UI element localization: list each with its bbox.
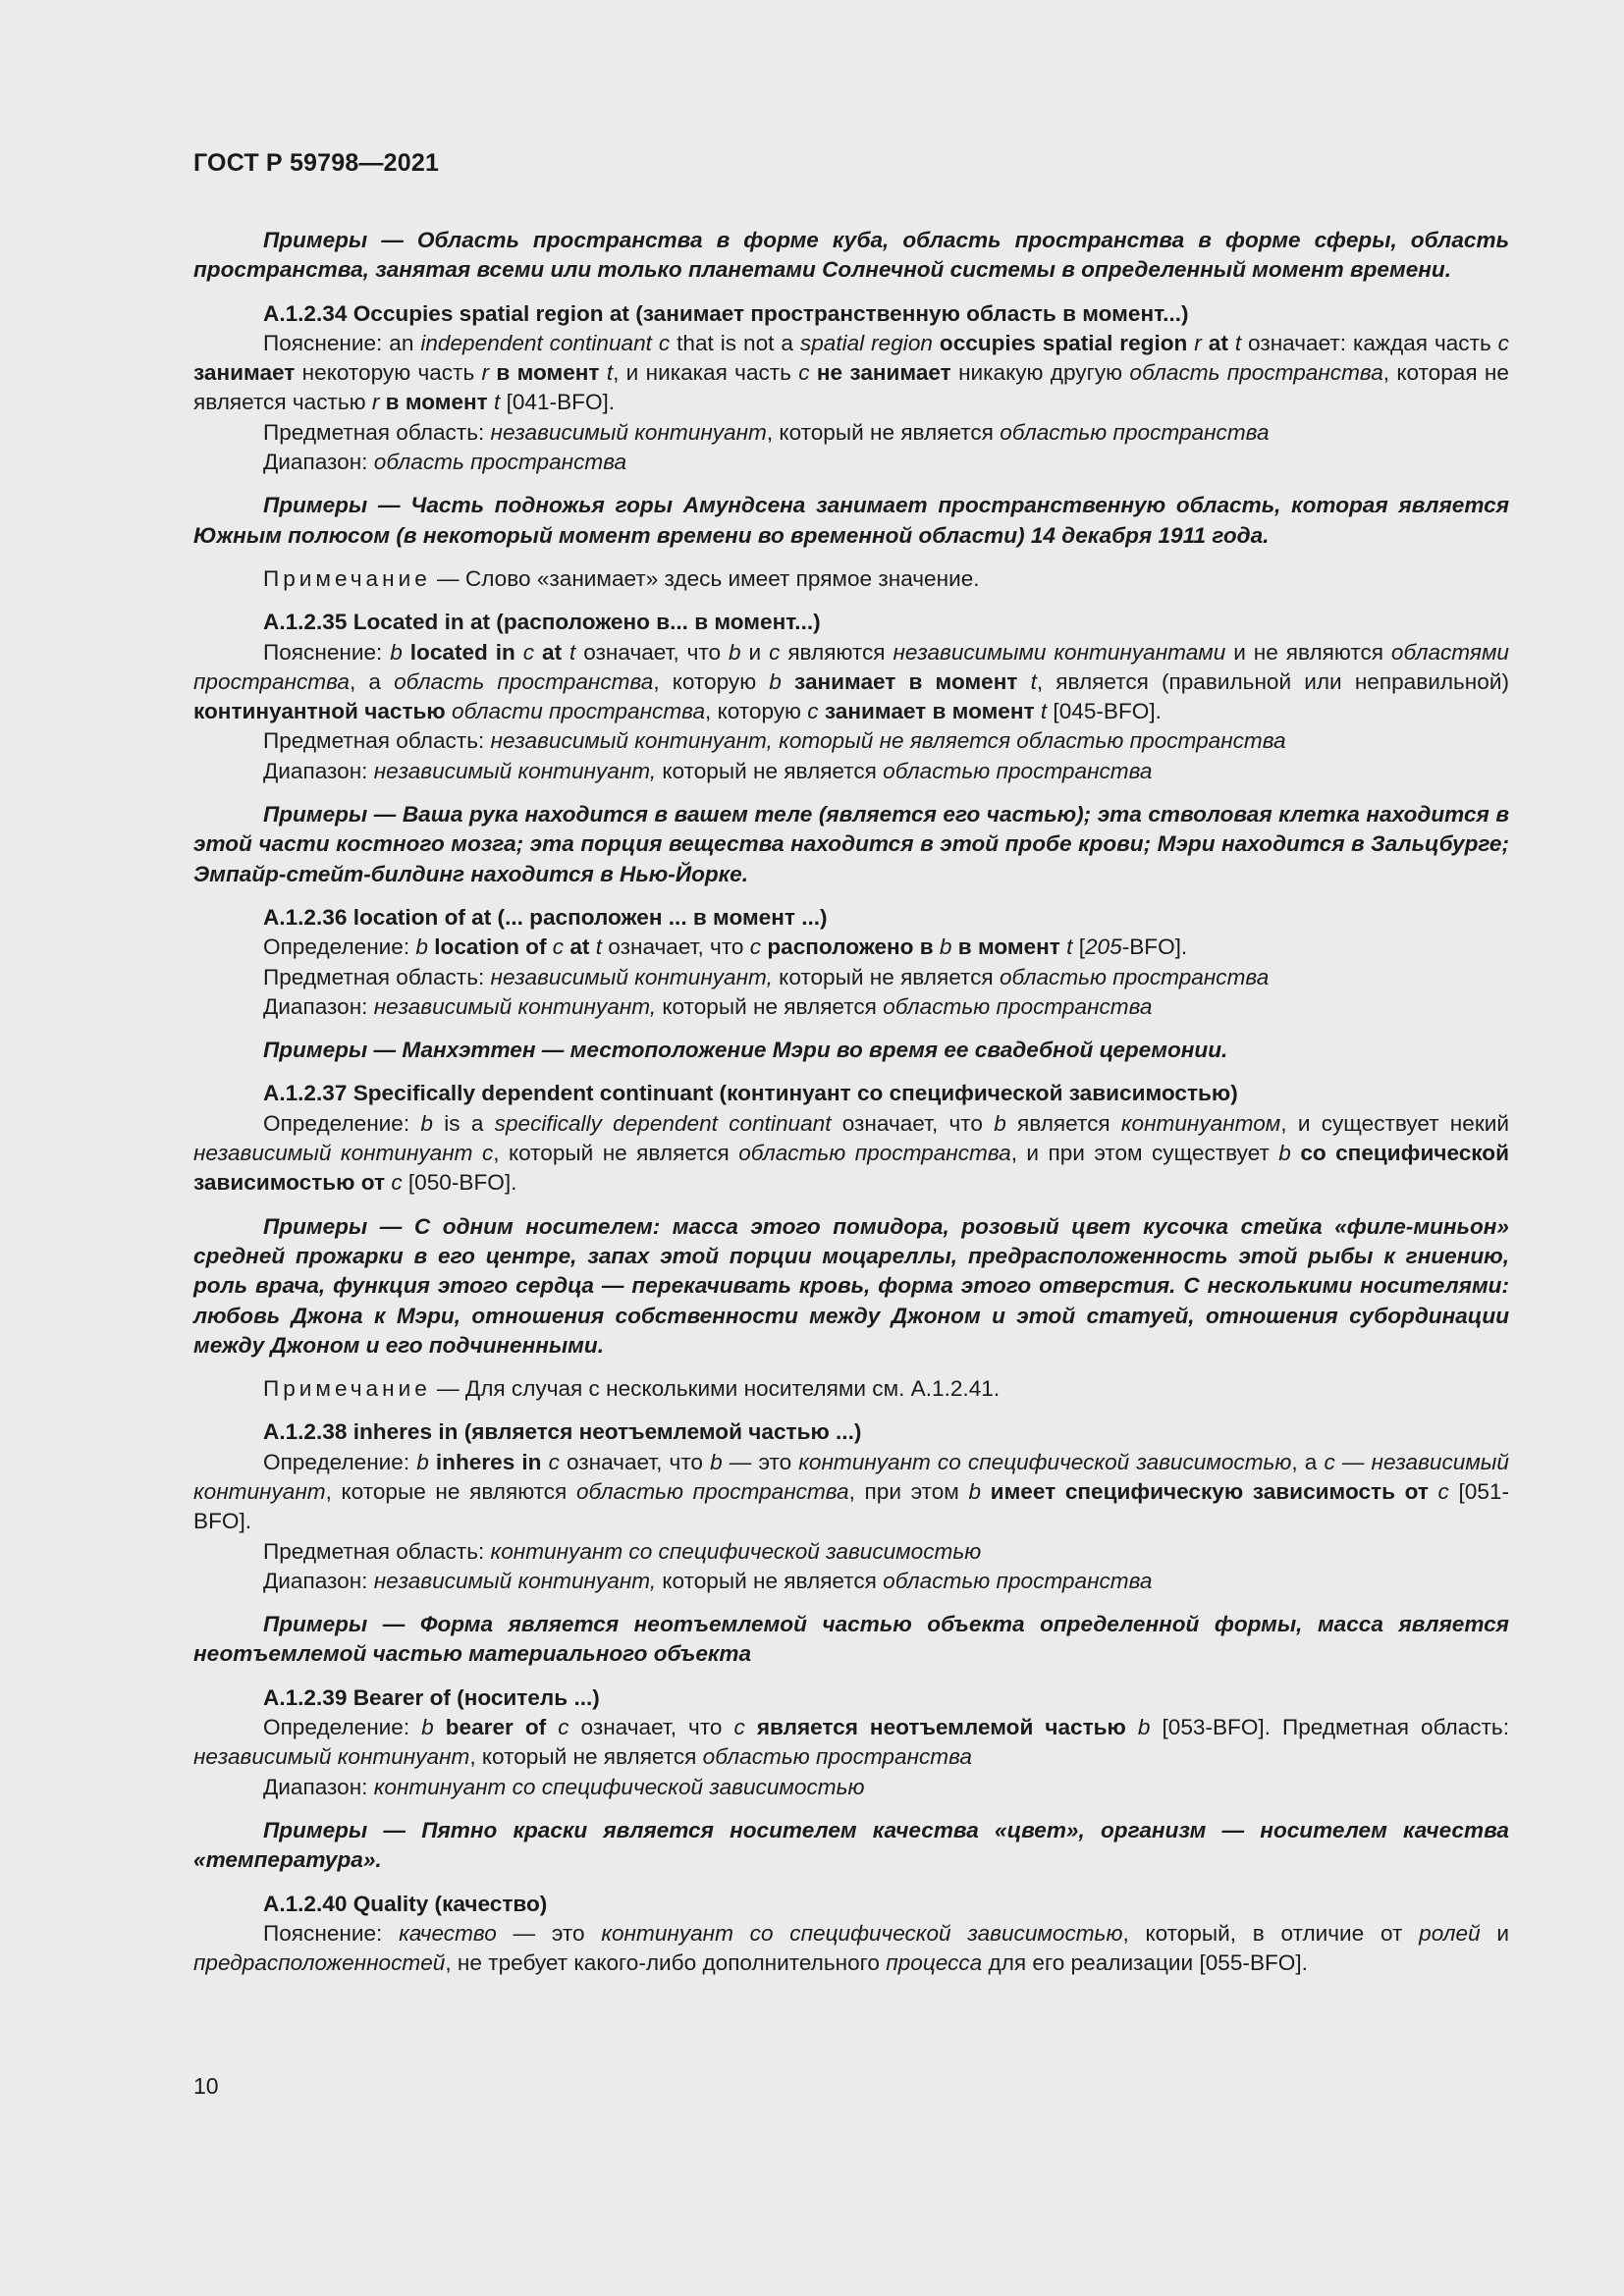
italic-text: независимый континуант, bbox=[490, 964, 773, 989]
italic-text: b bbox=[1278, 1141, 1291, 1166]
italic-text: r bbox=[371, 390, 380, 415]
text-run: Диапазон: bbox=[263, 1568, 374, 1593]
body-paragraph bbox=[193, 992, 1509, 1022]
italic-text: r bbox=[1194, 330, 1202, 355]
text-run: Предметная область: bbox=[263, 419, 491, 445]
text-run: Примеры — Пятно краски является носителем качества «цвет», организм — носителем качества «температура». bbox=[193, 1817, 1509, 1873]
italic-text: t bbox=[1040, 699, 1048, 724]
body-paragraph bbox=[193, 1567, 1509, 1596]
text-run: , который не является bbox=[766, 419, 1001, 445]
italic-text: b bbox=[729, 639, 741, 665]
text-run: Примеры — Ваша рука находится в вашем теле (является его частью); эта стволовая клетка находится в этой части костного мозга; эта порция вещества находится в этой пробе крови; Мэри находится в Зальцбурге; Эмпайр-стейт-билдинг находится в Нью-Йорке. bbox=[193, 802, 1509, 886]
text-run: являются bbox=[780, 639, 893, 665]
text-run: никакую другую bbox=[950, 360, 1130, 386]
bold-text: в момент bbox=[489, 360, 607, 386]
italic-text: c bbox=[733, 1715, 745, 1740]
text-run: Примеры — Форма является неотъемлемой частью объекта определенной формы, масса является неотъемлемой частью материального объекта bbox=[193, 1612, 1509, 1667]
example-paragraph bbox=[193, 1212, 1509, 1361]
text-run: который не является bbox=[772, 964, 1000, 989]
text-run: Определение: bbox=[263, 1449, 417, 1474]
bold-text: в момент bbox=[379, 390, 495, 415]
text-run: , и никакая часть bbox=[613, 360, 799, 386]
italic-text: области пространства bbox=[452, 699, 706, 724]
text-run: который не является bbox=[656, 758, 884, 783]
text-run: является bbox=[1005, 1110, 1121, 1136]
italic-text: t bbox=[606, 360, 614, 386]
bold-text: занимает в момент bbox=[781, 668, 1031, 694]
text-run: Предметная область: bbox=[263, 728, 491, 754]
italic-text: областью пространства bbox=[738, 1141, 1011, 1166]
text-run: Предметная область: bbox=[263, 964, 491, 989]
text-run: Пояснение: an bbox=[263, 330, 421, 355]
italic-text: ролей bbox=[1419, 1920, 1481, 1946]
text-run: Диапазон: bbox=[263, 758, 374, 783]
text-run: [041-BFO]. bbox=[500, 390, 616, 415]
text-run: Определение: bbox=[263, 1715, 422, 1740]
text-run: , а bbox=[349, 668, 395, 694]
text-run: Диапазон: bbox=[263, 993, 374, 1019]
text-run: , которую bbox=[653, 668, 770, 694]
text-run: А.1.2.39 Bearer of (носитель ...) bbox=[263, 1684, 600, 1710]
text-run: is a bbox=[432, 1110, 495, 1136]
text-run: Примеры — Манхэттен — местоположение Мэри во время ее свадебной церемонии. bbox=[263, 1038, 1228, 1063]
text-run: Предметная область: bbox=[263, 1538, 491, 1564]
italic-text: областью пространства bbox=[575, 1478, 849, 1504]
text-run: Пояснение: bbox=[263, 1920, 400, 1946]
italic-text: specifically dependent continuant bbox=[494, 1110, 832, 1136]
italic-text: b bbox=[1137, 1715, 1151, 1740]
text-run: that is not a bbox=[670, 330, 800, 355]
bold-text: расположено в bbox=[761, 934, 940, 960]
italic-text: областью пространства bbox=[999, 964, 1270, 989]
text-run: [053-BFO]. Предметная область: bbox=[1150, 1715, 1509, 1740]
italic-text: независимый континуант, bbox=[373, 758, 657, 783]
text-run: , который не является bbox=[493, 1141, 739, 1166]
bold-text: inheres in bbox=[428, 1449, 549, 1474]
italic-text: b bbox=[769, 668, 782, 694]
italic-text: независимый континуант c bbox=[193, 1141, 494, 1166]
bold-text: occupies spatial region bbox=[932, 330, 1195, 355]
text-run: некоторую часть bbox=[295, 360, 482, 386]
text-run: , который не является bbox=[469, 1744, 703, 1770]
italic-text: континуант со специфической зависимостью bbox=[601, 1920, 1123, 1946]
text-run: Примеры — Область пространства в форме куба, область пространства в форме сферы, область пространства, занятая всеми или только планетами Солнечной системы в определенный момент времени. bbox=[193, 228, 1509, 283]
italic-text: c bbox=[391, 1170, 403, 1196]
text-run: — Слово «занимает» здесь имеет прямое значение. bbox=[430, 565, 980, 591]
italic-text: b bbox=[710, 1449, 723, 1474]
italic-text: независимый континуант, bbox=[373, 993, 657, 1019]
bold-text: занимает bbox=[193, 360, 296, 386]
text-run: и bbox=[740, 639, 770, 665]
italic-text: c bbox=[807, 699, 819, 724]
italic-text: независимый континуант, который не является областью пространства bbox=[490, 728, 1286, 754]
body-paragraph bbox=[193, 963, 1509, 992]
italic-text: независимый континуант bbox=[193, 1744, 470, 1770]
body-paragraph bbox=[193, 1919, 1509, 1979]
body-paragraph bbox=[193, 726, 1509, 756]
bold-text: со специфической зависимостью от bbox=[193, 1141, 1509, 1196]
italic-text: t bbox=[1234, 330, 1242, 355]
text-run: и не являются bbox=[1225, 639, 1391, 665]
bold-text: не занимает bbox=[809, 360, 951, 386]
text-run: — это bbox=[722, 1449, 799, 1474]
bold-text: является неотъемлемой частью bbox=[744, 1715, 1138, 1740]
italic-text: 205 bbox=[1084, 934, 1122, 960]
italic-text: b bbox=[390, 639, 403, 665]
italic-text: c bbox=[749, 934, 762, 960]
section-heading bbox=[193, 299, 1509, 329]
italic-text: c bbox=[1437, 1478, 1449, 1504]
italic-text: c — независимый континуант bbox=[193, 1449, 1509, 1504]
text-run: означает, что bbox=[575, 639, 730, 665]
italic-text: c bbox=[558, 1715, 569, 1740]
italic-text: b bbox=[416, 1449, 429, 1474]
body-paragraph bbox=[193, 757, 1509, 786]
text-run: означает, что bbox=[568, 1715, 734, 1740]
text-run: Примеры — С одним носителем: масса этого помидора, розовый цвет кусочка стейка «филе-миньон» средней прожарки в его центре, запах этой порции моцареллы, предрасположенность этой рыбы к гниению, роль врача, функция этого сердца — перекачивать кровь, форма этого отверстия. С несколькими носителями: любовь Джона к Мэри, отношения собственности между Джоном и этой статуей, отношения субординации между Джоном и его подчиненными. bbox=[193, 1213, 1509, 1358]
text-run: Пояснение: bbox=[263, 639, 391, 665]
italic-text: independent continuant c bbox=[420, 330, 671, 355]
text-run: Диапазон: bbox=[263, 1774, 374, 1799]
italic-text: c bbox=[552, 934, 565, 960]
section-heading bbox=[193, 1890, 1509, 1919]
body-paragraph bbox=[193, 448, 1509, 477]
italic-text: независимый континуант bbox=[490, 419, 767, 445]
section-heading bbox=[193, 608, 1509, 637]
italic-text: t bbox=[595, 934, 603, 960]
italic-text: spatial region bbox=[799, 330, 933, 355]
bold-text: в момент bbox=[951, 934, 1067, 960]
text-run: , и при этом существует bbox=[1010, 1141, 1279, 1166]
section-heading bbox=[193, 1417, 1509, 1447]
text-run: — это bbox=[496, 1920, 602, 1946]
text-run: [050-BFO]. bbox=[402, 1170, 517, 1196]
italic-text: b bbox=[994, 1110, 1006, 1136]
document-body bbox=[193, 226, 1509, 1978]
text-run: [045-BFO]. bbox=[1047, 699, 1162, 724]
italic-text: b bbox=[420, 1110, 433, 1136]
italic-text: качество bbox=[399, 1920, 497, 1946]
text-run: означает: каждая часть bbox=[1241, 330, 1498, 355]
italic-text: c bbox=[769, 639, 781, 665]
document-header: ГОСТ Р 59798—2021 bbox=[193, 149, 440, 177]
bold-text: at bbox=[564, 934, 596, 960]
page-number: 10 bbox=[193, 2073, 219, 2099]
body-paragraph bbox=[193, 418, 1509, 448]
text-run: Определение: bbox=[263, 1110, 421, 1136]
bold-text: located in bbox=[402, 639, 523, 665]
italic-text: областью пространства bbox=[1000, 419, 1270, 445]
italic-text: континуант со специфической зависимостью bbox=[490, 1538, 982, 1564]
italic-text: b bbox=[939, 934, 952, 960]
note-label: Примечание bbox=[263, 565, 431, 591]
italic-text: область пространства bbox=[373, 450, 627, 475]
text-run: , а bbox=[1291, 1449, 1325, 1474]
italic-text: континуантом bbox=[1120, 1110, 1281, 1136]
text-run: А.1.2.35 Located in at (расположено в... в момент...) bbox=[263, 610, 821, 635]
example-paragraph bbox=[193, 1610, 1509, 1670]
italic-text: континуант со специфической зависимостью bbox=[373, 1774, 865, 1799]
body-paragraph bbox=[193, 1109, 1509, 1199]
bold-text: at bbox=[534, 639, 570, 665]
body-paragraph bbox=[193, 1537, 1509, 1567]
italic-text: c bbox=[1497, 330, 1509, 355]
text-run: А.1.2.36 location of at (... расположен ... в момент ...) bbox=[263, 904, 828, 930]
italic-text: b bbox=[968, 1478, 982, 1504]
italic-text: b bbox=[415, 934, 428, 960]
text-run: означает, что bbox=[831, 1110, 995, 1136]
body-paragraph bbox=[193, 1448, 1509, 1537]
italic-text: t bbox=[494, 390, 501, 415]
section-heading bbox=[193, 1683, 1509, 1713]
text-run: Диапазон: bbox=[263, 450, 374, 475]
text-run: — Для случая с несколькими носителями см. А.1.2.41. bbox=[430, 1376, 1001, 1402]
italic-text: областью пространства bbox=[883, 1568, 1153, 1593]
text-run: для его реализации [055-BFO]. bbox=[982, 1950, 1308, 1976]
body-paragraph bbox=[193, 638, 1509, 727]
text-run: означает, что bbox=[602, 934, 750, 960]
italic-text: r bbox=[481, 360, 490, 386]
italic-text: область пространства bbox=[394, 668, 654, 694]
italic-text: c bbox=[798, 360, 810, 386]
text-run: А.1.2.40 Quality (качество) bbox=[263, 1891, 548, 1916]
italic-text: c bbox=[522, 639, 535, 665]
bold-text: занимает в момент bbox=[818, 699, 1041, 724]
text-run: означает, что bbox=[559, 1449, 711, 1474]
body-paragraph bbox=[193, 1773, 1509, 1802]
bold-text: bearer of bbox=[433, 1715, 559, 1740]
example-paragraph bbox=[193, 1816, 1509, 1876]
italic-text: областями пространства bbox=[193, 639, 1509, 694]
italic-text: областью пространства bbox=[702, 1744, 972, 1770]
text-run: который не является bbox=[656, 1568, 884, 1593]
example-paragraph bbox=[193, 491, 1509, 551]
bold-text: at bbox=[1201, 330, 1235, 355]
italic-text: независимый континуант, bbox=[373, 1568, 657, 1593]
section-heading bbox=[193, 903, 1509, 933]
italic-text: континуант со специфической зависимостью bbox=[798, 1449, 1292, 1474]
text-run: -BFO]. bbox=[1121, 934, 1188, 960]
example-paragraph bbox=[193, 800, 1509, 889]
body-paragraph bbox=[193, 329, 1509, 418]
text-run: [ bbox=[1072, 934, 1085, 960]
text-run: А.1.2.38 inheres in (является неотъемлемой частью ...) bbox=[263, 1419, 862, 1445]
text-run: , не требует какого-либо дополнительного bbox=[445, 1950, 887, 1976]
text-run: который не является bbox=[656, 993, 884, 1019]
italic-text: c bbox=[548, 1449, 560, 1474]
text-run: , которые не являются bbox=[325, 1478, 576, 1504]
text-run: , которая не является частью bbox=[193, 360, 1509, 415]
italic-text: независимыми континуантами bbox=[893, 639, 1226, 665]
text-run: , является (правильной или неправильной) bbox=[1036, 668, 1509, 694]
text-run: Примеры — Часть подножья горы Амундсена занимает пространственную область, которая является Южным полюсом (в некоторый момент времени во временной области) 14 декабря 1911 года. bbox=[193, 493, 1509, 548]
text-run: , который, в отличие от bbox=[1122, 1920, 1420, 1946]
text-run: А.1.2.37 Specifically dependent continuant (континуант со специфической зависимостью) bbox=[263, 1081, 1238, 1106]
text-run: А.1.2.34 Occupies spatial region at (занимает пространственную область в момент...) bbox=[263, 300, 1189, 326]
section-heading bbox=[193, 1079, 1509, 1108]
body-paragraph bbox=[193, 564, 1509, 594]
text-run: и bbox=[1480, 1920, 1510, 1946]
italic-text: область пространства bbox=[1129, 360, 1383, 386]
italic-text: t bbox=[1066, 934, 1073, 960]
note-label: Примечание bbox=[263, 1376, 431, 1402]
text-run: , которую bbox=[705, 699, 808, 724]
italic-text: b bbox=[421, 1715, 434, 1740]
text-run: [051-BFO]. bbox=[193, 1478, 1509, 1534]
italic-text: предрасположенностей bbox=[193, 1950, 446, 1976]
bold-text: континуантной частью bbox=[193, 699, 446, 724]
text-run: , при этом bbox=[848, 1478, 969, 1504]
example-paragraph bbox=[193, 226, 1509, 286]
text-run: Определение: bbox=[263, 934, 416, 960]
italic-text: областью пространства bbox=[883, 993, 1153, 1019]
italic-text: t bbox=[1030, 668, 1037, 694]
text-run: , и существует некий bbox=[1280, 1110, 1509, 1136]
italic-text: областью пространства bbox=[883, 758, 1153, 783]
italic-text: процесса bbox=[886, 1950, 983, 1976]
italic-text: t bbox=[569, 639, 576, 665]
body-paragraph bbox=[193, 933, 1509, 962]
bold-text: location of bbox=[428, 934, 553, 960]
body-paragraph bbox=[193, 1374, 1509, 1404]
example-paragraph bbox=[193, 1036, 1509, 1065]
body-paragraph bbox=[193, 1713, 1509, 1773]
bold-text: имеет специфическую зависимость от bbox=[981, 1478, 1438, 1504]
